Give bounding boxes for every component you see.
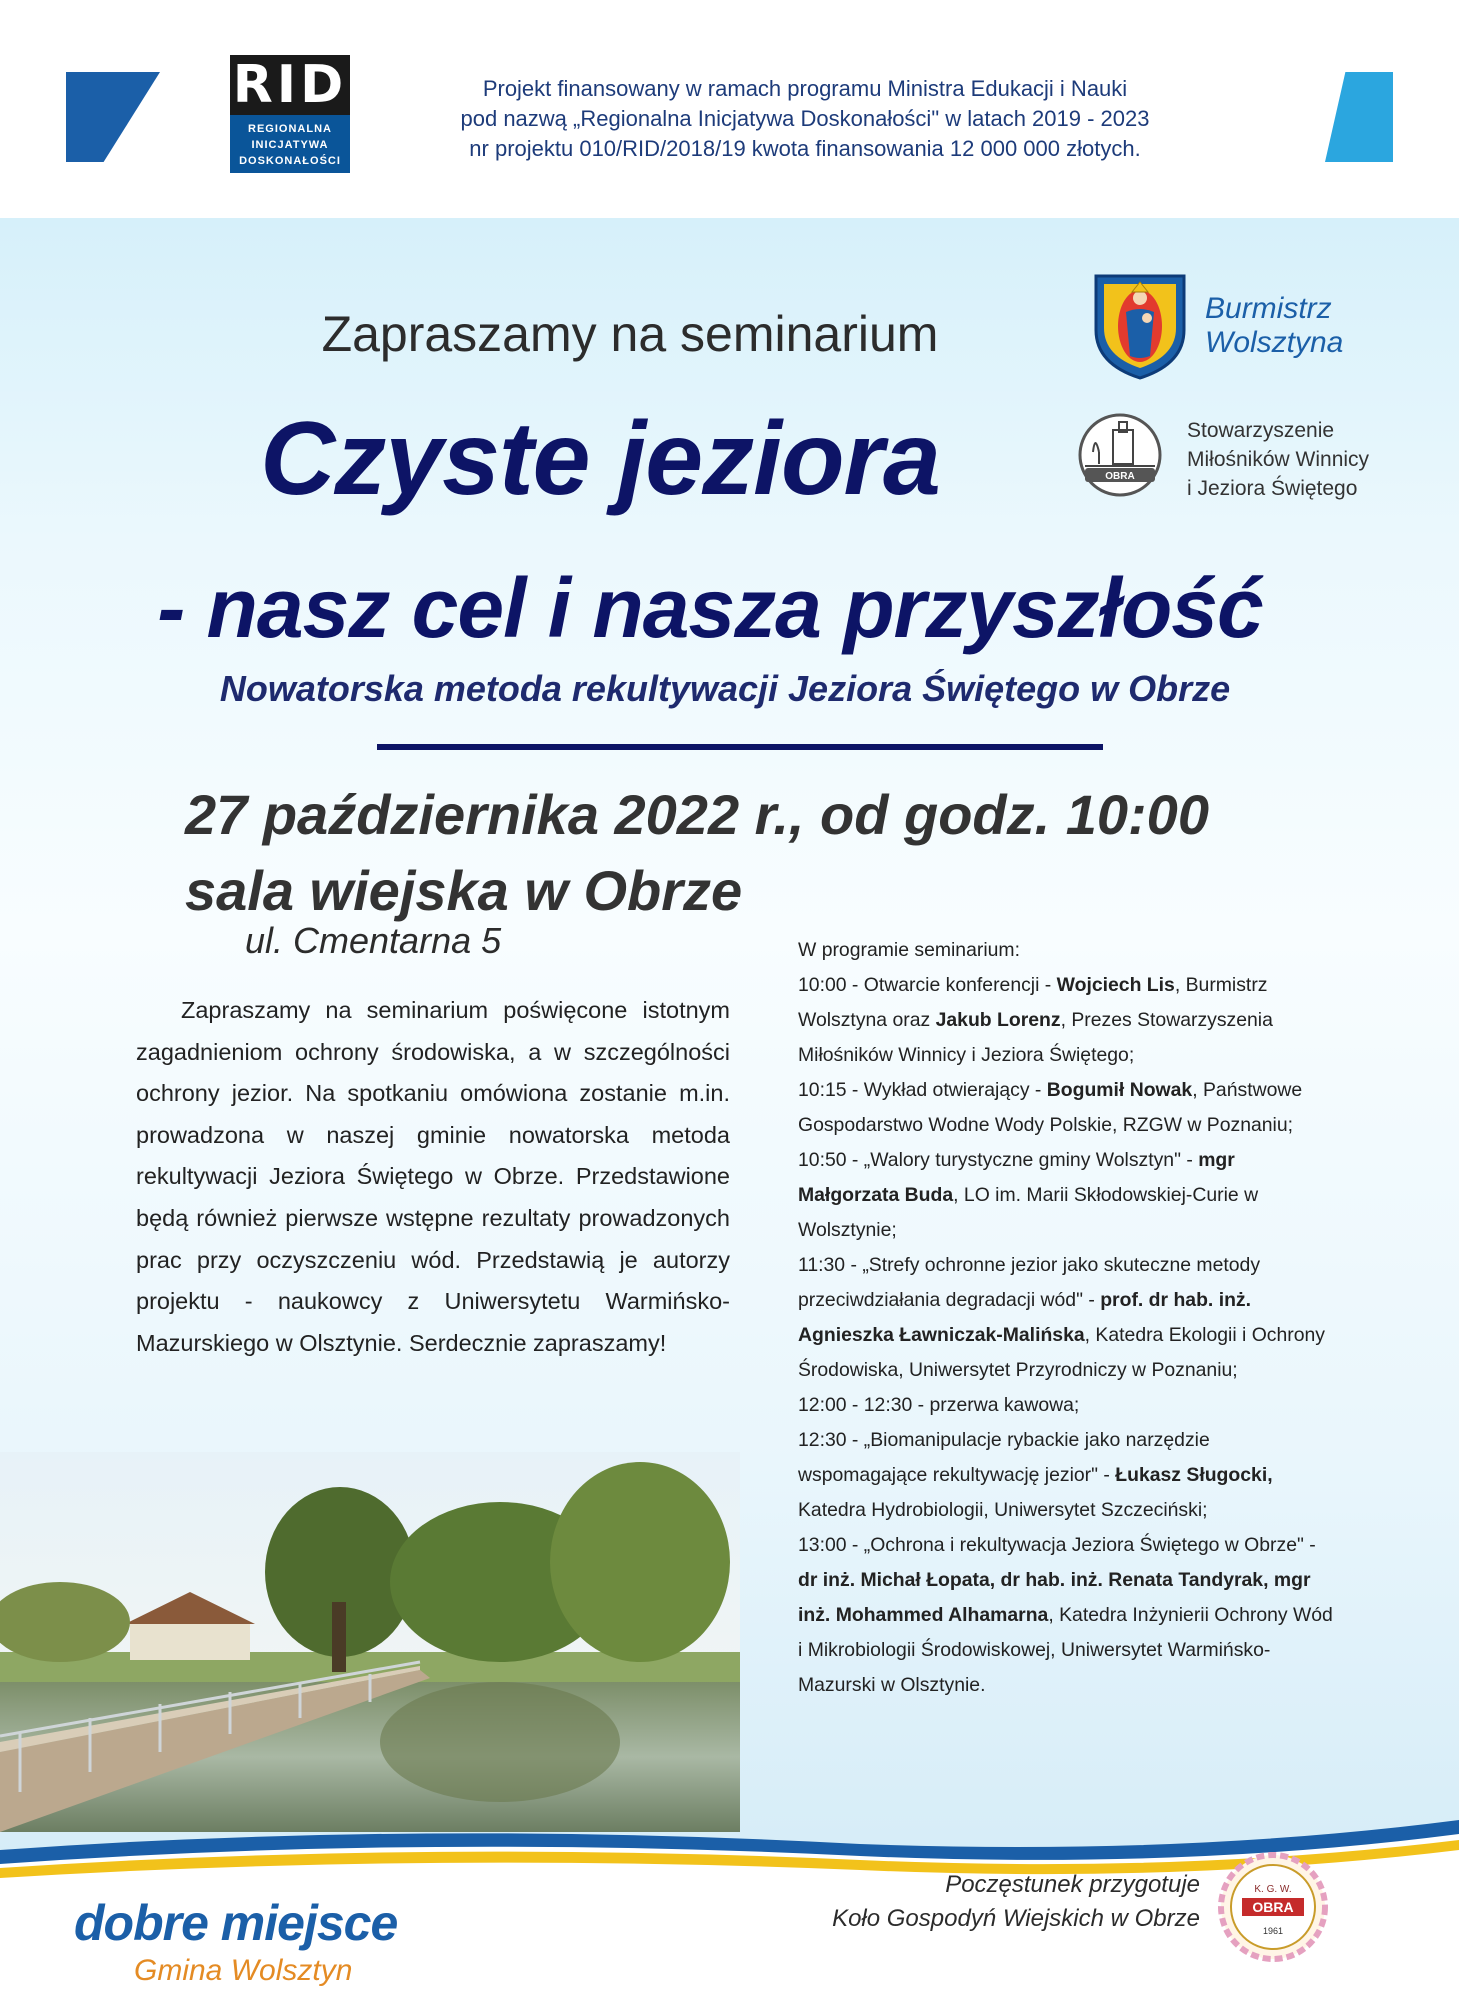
wolsztyn-crest-icon — [1090, 272, 1190, 380]
burmistrz-logo — [1090, 272, 1410, 382]
association-line: i Jeziora Świętego — [1187, 477, 1358, 500]
funding-line: nr projektu 010/RID/2018/19 kwota finansowania 12 000 000 złotych. — [469, 136, 1141, 161]
event-date: 27 października 2022 r., od godz. 10:00 — [185, 783, 1209, 846]
program-list — [798, 933, 1338, 1703]
catering-line: Koło Gospodyń Wiejskich w Obrze — [832, 1905, 1200, 1932]
event-venue: sala wiejska w Obrze — [185, 859, 743, 922]
rid-logo-line: INICJATYWA — [251, 139, 329, 151]
invite-heading: Zapraszamy na seminarium — [321, 306, 939, 362]
event-subtitle: Nowatorska metoda rekultywacji Jeziora Świętego w Obrze — [219, 668, 1231, 709]
program-heading: W programie seminarium: — [798, 939, 1020, 961]
program-item: 10:00 - Otwarcie konferencji - Wojciech Lis, Burmistrz Wolsztyna oraz Jakub Lorenz, Prezes Stowarzyszenia Miłośników Winnicy i Jeziora Świętego; — [798, 974, 1273, 1066]
event-title: Czyste jeziora — [260, 401, 940, 517]
program-item: 10:50 - „Walory turystyczne gminy Wolsztyn" - mgr Małgorzata Buda, LO im. Marii Skłodowskiej-Curie w Wolsztynie; — [798, 1149, 1259, 1241]
kgw-badge-name: OBRA — [1252, 1899, 1294, 1915]
rid-logo-abbr: RID — [230, 55, 350, 115]
brand-subtitle: Gmina Wolsztyn — [134, 1954, 353, 1987]
program-item: 11:30 - „Strefy ochronne jezior jako skuteczne metody przeciwdziałania degradacji wód" - prof. dr hab. inż. Agnieszka Ławniczak-Malińska, Katedra Ekologii i Ochrony Środowiska, Uniwersytet Przyrodniczy w Poznaniu; — [798, 1254, 1326, 1381]
burmistrz-line: Wolsztyna — [1205, 326, 1344, 359]
funding-line: Projekt finansowany w ramach programu Ministra Edukacji i Nauki — [482, 76, 1128, 101]
association-emblem-icon — [1075, 412, 1165, 498]
program-item: 13:00 - „Ochrona i rekultywacja Jeziora Świętego w Obrze" - dr inż. Michał Łopata, dr hab. inż. Renata Tandyrak, mgr inż. Mohammed Alhamarna, Katedra Inżynierii Ochrony Wód i Mikrobiologii Środowiskowej, Uniwersytet Warmińsko-Mazurski w Olsztynie. — [798, 1534, 1333, 1696]
funding-note — [380, 74, 1230, 164]
rid-logo-line: REGIONALNA — [248, 123, 332, 135]
rid-logo — [230, 55, 350, 173]
program-item: 12:00 - 12:30 - przerwa kawowa; — [798, 1394, 1080, 1416]
program-item: 10:15 - Wykład otwierający - Bogumił Nowak, Państwowe Gospodarstwo Wodne Wody Polskie, RZGW w Poznaniu; — [798, 1079, 1303, 1136]
kgw-badge — [1218, 1852, 1328, 1962]
event-title-line-2: - nasz cel i nasza przyszłość — [157, 561, 1263, 655]
kgw-badge-year: 1961 — [1262, 1926, 1284, 1936]
catering-note — [680, 1868, 1200, 1936]
burmistrz-text — [1205, 292, 1343, 360]
divider — [377, 744, 1103, 750]
program-item: 12:30 - „Biomanipulacje rybackie jako narzędzie wspomagające rekultywację jezior" - Łukasz Sługocki, Katedra Hydrobiologii, Uniwersytet Szczeciński; — [798, 1429, 1273, 1521]
lake-photo — [0, 1452, 740, 1832]
brand-logo: dobre miejsce — [74, 1895, 398, 1951]
association-line: Miłośników Winnicy — [1187, 448, 1370, 471]
kgw-badge-top: K. G. W. — [1254, 1884, 1292, 1895]
intro-paragraph: Zapraszamy na seminarium poświęcone istotnym zagadnieniom ochrony środowiska, a w szczególności ochrony jezior. Na spotkaniu omówiona zostanie m.in. prowadzona w naszej gminie nowatorska metoda rekultywacji Jeziora Świętego w Obrze. Przedstawione będą również pierwsze wstępne rezultaty prowadzonych prac przy oczyszczeniu wód. Przedstawią je autorzy projektu - naukowcy z Uniwersytetu Warmińsko-Mazurskiego w Olsztynie. Serdecznie zapraszamy! — [136, 997, 730, 1356]
catering-line: Poczęstunek przygotuje — [945, 1871, 1200, 1898]
funding-line: pod nazwą „Regionalna Inicjatywa Doskonałości" w latach 2019 - 2023 — [460, 106, 1150, 131]
burmistrz-line: Burmistrz — [1205, 292, 1332, 325]
rid-logo-line: DOSKONAŁOŚCI — [239, 155, 341, 167]
association-line: Stowarzyszenie — [1187, 419, 1335, 442]
event-street: ul. Cmentarna 5 — [245, 920, 502, 961]
association-logo — [1075, 412, 1455, 512]
association-logo-label: OBRA — [1105, 471, 1135, 482]
association-text — [1187, 416, 1369, 503]
